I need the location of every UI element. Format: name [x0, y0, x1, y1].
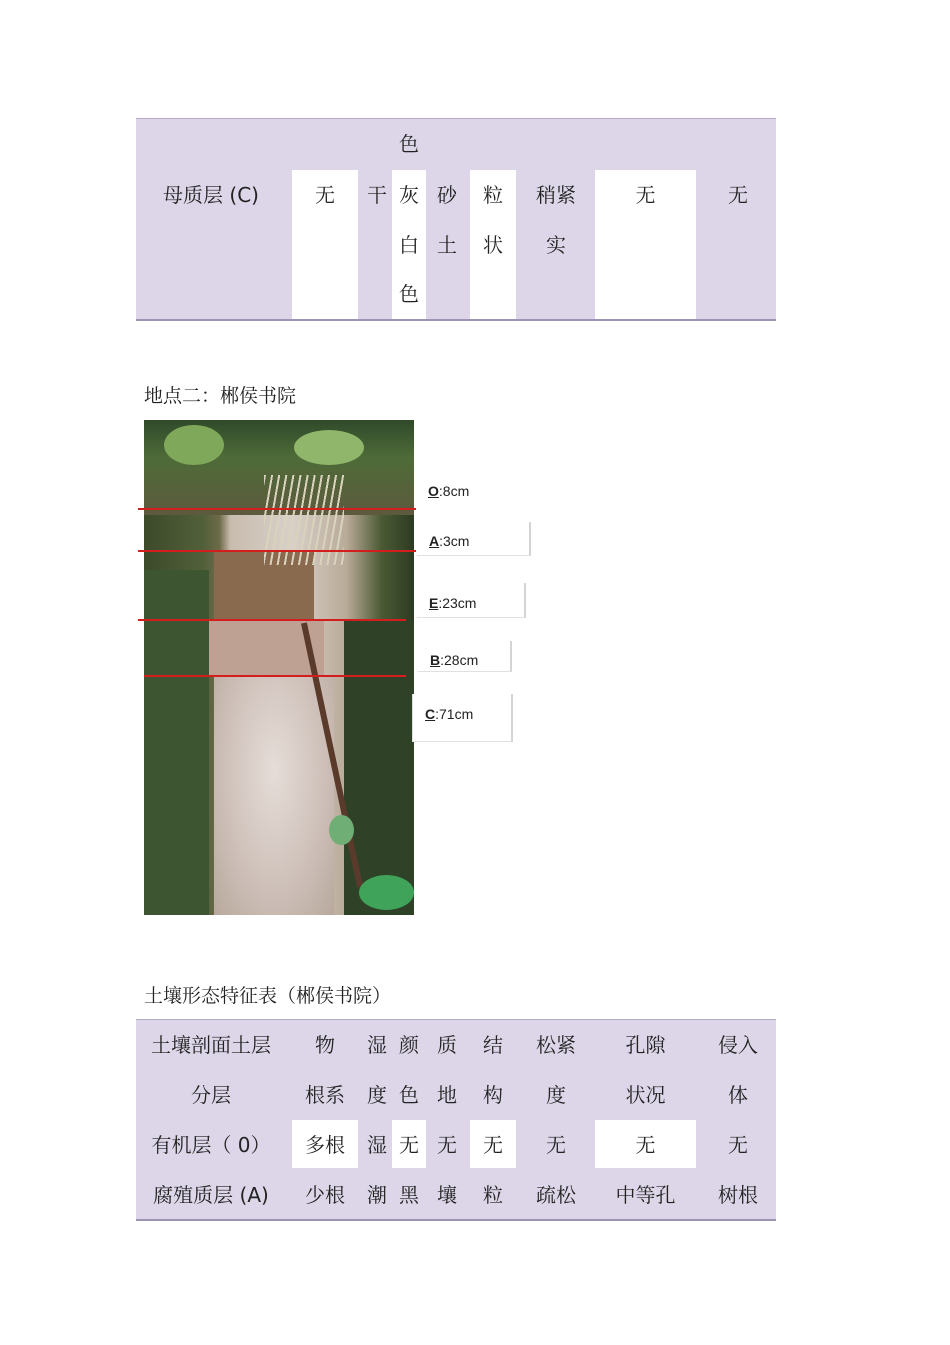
table-cell: 无: [546, 1133, 566, 1157]
header-structure: 结: [483, 1033, 503, 1057]
horizon-label-b: [418, 641, 512, 672]
moisture-value: 干: [367, 183, 387, 207]
horizon-line-o: [138, 508, 416, 510]
table-cell: 腐殖质层 (A): [153, 1183, 269, 1207]
horizon-depth: :3cm: [439, 533, 470, 549]
header-texture-2: 地: [437, 1083, 457, 1107]
horizon-depth: :71cm: [435, 706, 474, 722]
table-cell: 多根: [305, 1133, 345, 1157]
horizon-depth: :28cm: [440, 652, 479, 668]
horizon-line-b: [144, 675, 406, 677]
layer-name: 母质层 (C): [163, 183, 259, 207]
horizon-key: E: [429, 595, 439, 611]
header-moisture-2: 度: [367, 1083, 387, 1107]
structure-value-1: 粒: [483, 183, 503, 207]
header-pores: 孔隙: [625, 1033, 666, 1057]
header-roots-2: 根系: [305, 1083, 345, 1107]
compactness-value-2: 实: [546, 233, 566, 257]
soil-profile-photo: [144, 420, 414, 915]
structure-value-2: 状: [483, 233, 503, 257]
photo-leaf: [329, 815, 354, 845]
table-cell: 壤: [437, 1183, 457, 1207]
table-cell: 黑: [399, 1183, 419, 1207]
table-cell: 无: [728, 1133, 748, 1157]
horizon-key: C: [425, 706, 436, 722]
pores-value: 无: [635, 183, 656, 207]
photo-leaf: [359, 875, 414, 910]
table-cell: 粒: [483, 1183, 503, 1207]
horizon-label-e: [417, 583, 526, 618]
header-pores-2: 状况: [625, 1083, 666, 1107]
soil-morphology-table: [136, 1019, 776, 1221]
soil-table-continuation: [136, 118, 776, 321]
table-cell: 中等孔: [615, 1183, 676, 1207]
photo-parent-material: [214, 675, 334, 915]
horizon-key: O: [428, 483, 439, 499]
texture-value-2: 土: [437, 233, 457, 257]
horizon-label-c: [412, 694, 513, 742]
table-cell: 有机层（ 0）: [151, 1133, 271, 1157]
table-cell: 无: [635, 1133, 656, 1157]
photo-leaf: [164, 425, 224, 465]
table-cell: 湿: [367, 1133, 387, 1157]
header-compactness: 松紧: [536, 1033, 576, 1057]
photo-leaf: [294, 430, 364, 465]
header-layer: 土壤剖面土层: [151, 1033, 271, 1057]
horizon-key: A: [429, 533, 440, 549]
color-value-2: 白: [399, 233, 419, 257]
roots-value: 无: [315, 183, 335, 207]
table-cell: 无: [437, 1133, 457, 1157]
horizon-depth: :23cm: [438, 595, 477, 611]
horizon-line-a: [138, 550, 416, 552]
table-cell: 无: [483, 1133, 503, 1157]
table-cell: 无: [399, 1133, 419, 1157]
table-cell: 树根: [718, 1183, 758, 1207]
compactness-value-1: 稍紧: [536, 183, 576, 207]
table2-title: 土壤形态特征表（郴侯书院）: [144, 985, 392, 1007]
header-color-2: 色: [399, 1083, 419, 1107]
horizon-depth: :8cm: [438, 483, 470, 499]
horizon-key: B: [430, 652, 441, 668]
header-moisture: 湿: [367, 1033, 387, 1057]
photo-moss-left: [144, 570, 209, 915]
color-value-1: 灰: [399, 183, 419, 207]
header-roots: 物: [315, 1033, 335, 1057]
site-heading: 地点二：郴侯书院: [144, 385, 297, 407]
color-header-char: 色: [399, 132, 419, 156]
table-cell: 疏松: [536, 1183, 576, 1207]
table-cell: 潮: [367, 1183, 387, 1207]
header-structure-2: 构: [483, 1083, 503, 1107]
header-layer-2: 分层: [191, 1083, 231, 1107]
header-color: 颜: [399, 1033, 419, 1057]
header-compactness-2: 度: [546, 1083, 566, 1107]
color-value-3: 色: [399, 282, 419, 306]
horizon-label-o: [416, 481, 528, 501]
table-cell: 少根: [305, 1183, 345, 1207]
texture-value-1: 砂: [437, 183, 457, 207]
header-texture: 质: [437, 1033, 457, 1057]
header-intrusions-2: 体: [728, 1083, 748, 1107]
horizon-label-a: [417, 522, 531, 556]
intrusions-value: 无: [728, 183, 748, 207]
horizon-line-e: [138, 619, 406, 621]
header-intrusions: 侵入: [718, 1033, 758, 1057]
